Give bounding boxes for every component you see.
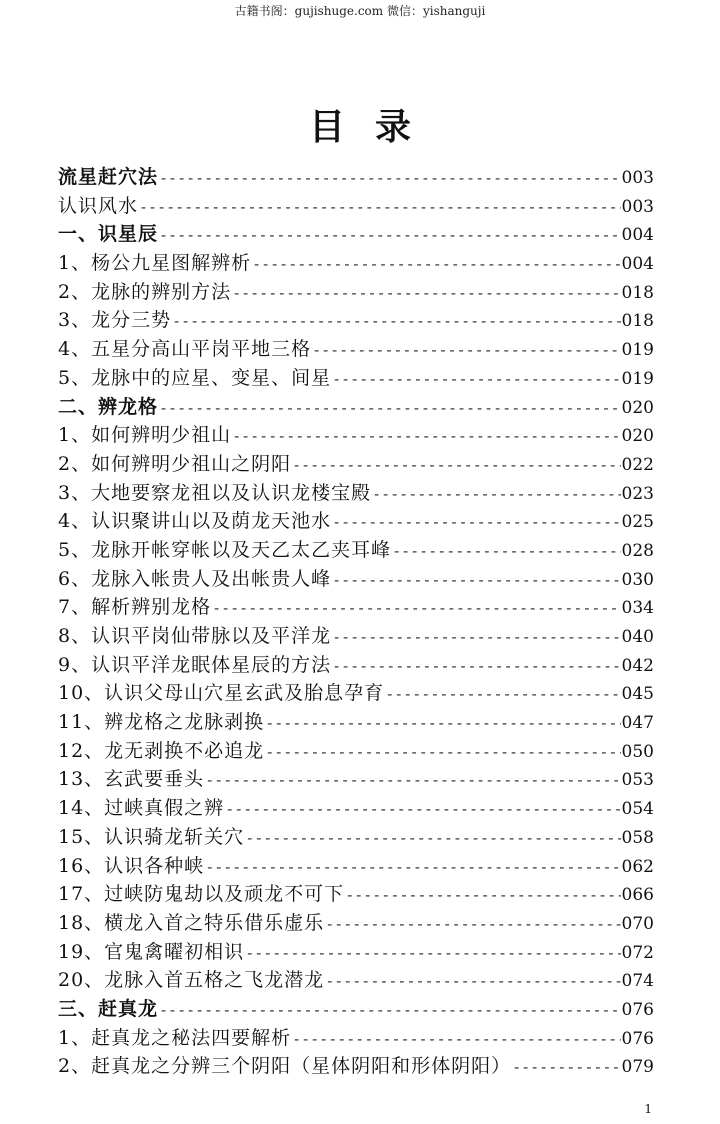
toc-entry-label: 5、龙脉中的应星、变星、间星 bbox=[58, 366, 332, 389]
dash-leader bbox=[332, 566, 620, 594]
toc-entry bbox=[58, 737, 654, 766]
toc-section-heading bbox=[58, 995, 654, 1024]
dash-leader bbox=[292, 1025, 620, 1053]
toc-entry-label: 15、认识骑龙斩关穴 bbox=[58, 825, 245, 848]
toc-entry-label: 16、认识各种峡 bbox=[58, 854, 205, 877]
toc-entry bbox=[58, 249, 654, 278]
dash-leader bbox=[325, 910, 620, 938]
toc-entry-page: 047 bbox=[621, 713, 654, 734]
dash-leader bbox=[159, 164, 621, 192]
toc-entry-label: 4、五星分高山平岗平地三格 bbox=[58, 338, 312, 361]
toc-entry-label: 二、辨龙格 bbox=[58, 395, 159, 418]
toc-entry-label: 5、龙脉开帐穿帐以及天乙太乙夹耳峰 bbox=[58, 538, 392, 561]
toc-entry-page: 003 bbox=[621, 196, 654, 217]
toc-entry-label: 4、认识聚讲山以及荫龙天池水 bbox=[58, 510, 332, 533]
toc-entry-page: 018 bbox=[621, 311, 654, 332]
toc-entry bbox=[58, 479, 654, 508]
toc-entry-label: 1、杨公九星图解辨析 bbox=[58, 252, 252, 275]
dash-leader bbox=[312, 336, 620, 364]
toc-entry-label: 13、玄武要垂头 bbox=[58, 768, 205, 791]
page-number: 1 bbox=[644, 1102, 652, 1116]
toc-entry-label: 2、如何辨明少祖山之阴阳 bbox=[58, 452, 292, 475]
toc-entry-page: 018 bbox=[621, 282, 654, 303]
toc-entry-page: 040 bbox=[621, 627, 654, 647]
dash-leader bbox=[385, 680, 620, 708]
toc-entry bbox=[58, 651, 654, 680]
toc-entry-page: 079 bbox=[621, 1057, 654, 1078]
dash-leader bbox=[212, 594, 620, 622]
toc-entry bbox=[58, 708, 654, 737]
toc-entry bbox=[58, 765, 654, 794]
toc-entry-page: 074 bbox=[621, 971, 654, 992]
dash-leader bbox=[332, 508, 620, 536]
toc-entry bbox=[58, 593, 654, 622]
toc-entry bbox=[58, 622, 654, 651]
toc-entry-page: 030 bbox=[621, 569, 654, 590]
toc-section-heading bbox=[58, 163, 654, 192]
toc-entry-page: 023 bbox=[621, 483, 654, 504]
toc-entry bbox=[58, 966, 654, 995]
toc-entry-page: 045 bbox=[621, 684, 654, 705]
toc-entry-page: 053 bbox=[621, 770, 654, 791]
toc-entry-page: 050 bbox=[621, 741, 654, 762]
toc-entry-page: 076 bbox=[621, 999, 654, 1020]
page-header: 古籍书阁：gujishuge.com 微信：yishanguji bbox=[234, 4, 486, 18]
toc-entry bbox=[58, 364, 654, 393]
dash-leader bbox=[332, 623, 620, 651]
toc-entry-label: 2、赶真龙之分辨三个阴阳（星体阴阳和形体阴阳） bbox=[58, 1055, 512, 1078]
table-of-contents bbox=[58, 163, 654, 1081]
toc-entry-page: 025 bbox=[621, 512, 654, 533]
dash-leader bbox=[265, 709, 620, 737]
toc-entry-label: 6、龙脉入帐贵人及出帐贵人峰 bbox=[58, 567, 332, 590]
toc-entry-page: 042 bbox=[621, 655, 654, 676]
toc-entry bbox=[58, 192, 654, 221]
toc-entry bbox=[58, 909, 654, 938]
dash-leader bbox=[232, 279, 620, 307]
toc-entry bbox=[58, 679, 654, 708]
toc-entry bbox=[58, 880, 654, 909]
toc-entry-page: 022 bbox=[621, 454, 654, 475]
dash-leader bbox=[252, 250, 620, 278]
toc-entry-label: 1、如何辨明少祖山 bbox=[58, 424, 232, 447]
toc-entry bbox=[58, 565, 654, 594]
toc-entry-label: 18、横龙入首之特乐借乐虚乐 bbox=[58, 911, 325, 934]
dash-leader bbox=[345, 881, 620, 909]
toc-entry-label: 一、识星辰 bbox=[58, 223, 159, 246]
toc-section-heading bbox=[58, 220, 654, 249]
toc-entry-page: 070 bbox=[621, 913, 654, 934]
toc-entry-page: 003 bbox=[621, 168, 654, 188]
toc-entry-label: 11、辨龙格之龙脉剥换 bbox=[58, 711, 265, 734]
toc-entry-page: 076 bbox=[621, 1028, 654, 1049]
toc-entry bbox=[58, 335, 654, 364]
toc-entry-page: 072 bbox=[621, 942, 654, 963]
toc-entry bbox=[58, 1052, 654, 1081]
dash-leader bbox=[232, 422, 620, 450]
toc-entry-page: 020 bbox=[621, 397, 654, 418]
toc-entry-label: 12、龙无剥换不必追龙 bbox=[58, 739, 265, 762]
toc-entry-label: 14、过峡真假之辨 bbox=[58, 797, 225, 820]
toc-entry bbox=[58, 278, 654, 307]
toc-entry-label: 流星赶穴法 bbox=[58, 166, 159, 188]
dash-leader bbox=[245, 939, 620, 967]
dash-leader bbox=[512, 1053, 620, 1081]
dash-leader bbox=[292, 451, 620, 479]
toc-entry bbox=[58, 1024, 654, 1053]
dash-leader bbox=[372, 480, 620, 508]
toc-entry bbox=[58, 421, 654, 450]
toc-entry-page: 066 bbox=[621, 885, 654, 906]
toc-entry-page: 028 bbox=[621, 540, 654, 561]
toc-entry bbox=[58, 938, 654, 967]
dash-leader bbox=[159, 221, 621, 249]
toc-entry-label: 9、认识平洋龙眠体星辰的方法 bbox=[58, 653, 332, 676]
dash-leader bbox=[332, 652, 620, 680]
toc-entry-label: 3、龙分三势 bbox=[58, 309, 172, 332]
toc-entry-label: 3、大地要察龙祖以及认识龙楼宝殿 bbox=[58, 481, 372, 504]
toc-entry-label: 三、赶真龙 bbox=[58, 997, 159, 1020]
toc-entry bbox=[58, 823, 654, 852]
toc-entry bbox=[58, 852, 654, 881]
toc-entry-label: 20、龙脉入首五格之飞龙潜龙 bbox=[58, 969, 325, 992]
toc-entry bbox=[58, 450, 654, 479]
dash-leader bbox=[392, 537, 620, 565]
toc-entry-page: 004 bbox=[621, 254, 654, 275]
toc-entry-page: 019 bbox=[621, 368, 654, 389]
dash-leader bbox=[325, 967, 620, 995]
page-title: 目录 bbox=[308, 106, 441, 148]
dash-leader bbox=[265, 738, 620, 766]
dash-leader bbox=[205, 853, 620, 881]
toc-section-heading bbox=[58, 393, 654, 422]
toc-entry-label: 7、解析辨别龙格 bbox=[58, 596, 212, 619]
toc-entry-page: 019 bbox=[621, 340, 654, 361]
toc-entry-label: 认识风水 bbox=[58, 194, 139, 217]
toc-entry-page: 054 bbox=[621, 799, 654, 820]
toc-entry-page: 034 bbox=[621, 598, 654, 619]
dash-leader bbox=[332, 365, 620, 393]
toc-entry-label: 2、龙脉的辨别方法 bbox=[58, 280, 232, 303]
toc-entry bbox=[58, 536, 654, 565]
toc-entry-page: 062 bbox=[621, 856, 654, 877]
dash-leader bbox=[225, 795, 620, 823]
toc-entry-page: 004 bbox=[621, 225, 654, 246]
toc-entry-page: 058 bbox=[621, 827, 654, 848]
dash-leader bbox=[159, 394, 621, 422]
toc-entry bbox=[58, 306, 654, 335]
dash-leader bbox=[205, 766, 620, 794]
toc-entry-label: 1、赶真龙之秘法四要解析 bbox=[58, 1026, 292, 1049]
dash-leader bbox=[245, 824, 620, 852]
toc-entry bbox=[58, 507, 654, 536]
toc-entry-label: 10、认识父母山穴星玄武及胎息孕育 bbox=[58, 682, 385, 705]
toc-entry bbox=[58, 794, 654, 823]
dash-leader bbox=[172, 307, 620, 335]
toc-entry-label: 17、过峡防鬼劫以及顽龙不可下 bbox=[58, 883, 345, 906]
dash-leader bbox=[139, 193, 621, 221]
toc-entry-label: 8、认识平岗仙带脉以及平洋龙 bbox=[58, 625, 332, 647]
toc-entry-label: 19、官鬼禽曜初相识 bbox=[58, 940, 245, 963]
toc-entry-page: 020 bbox=[621, 426, 654, 447]
dash-leader bbox=[159, 996, 621, 1024]
